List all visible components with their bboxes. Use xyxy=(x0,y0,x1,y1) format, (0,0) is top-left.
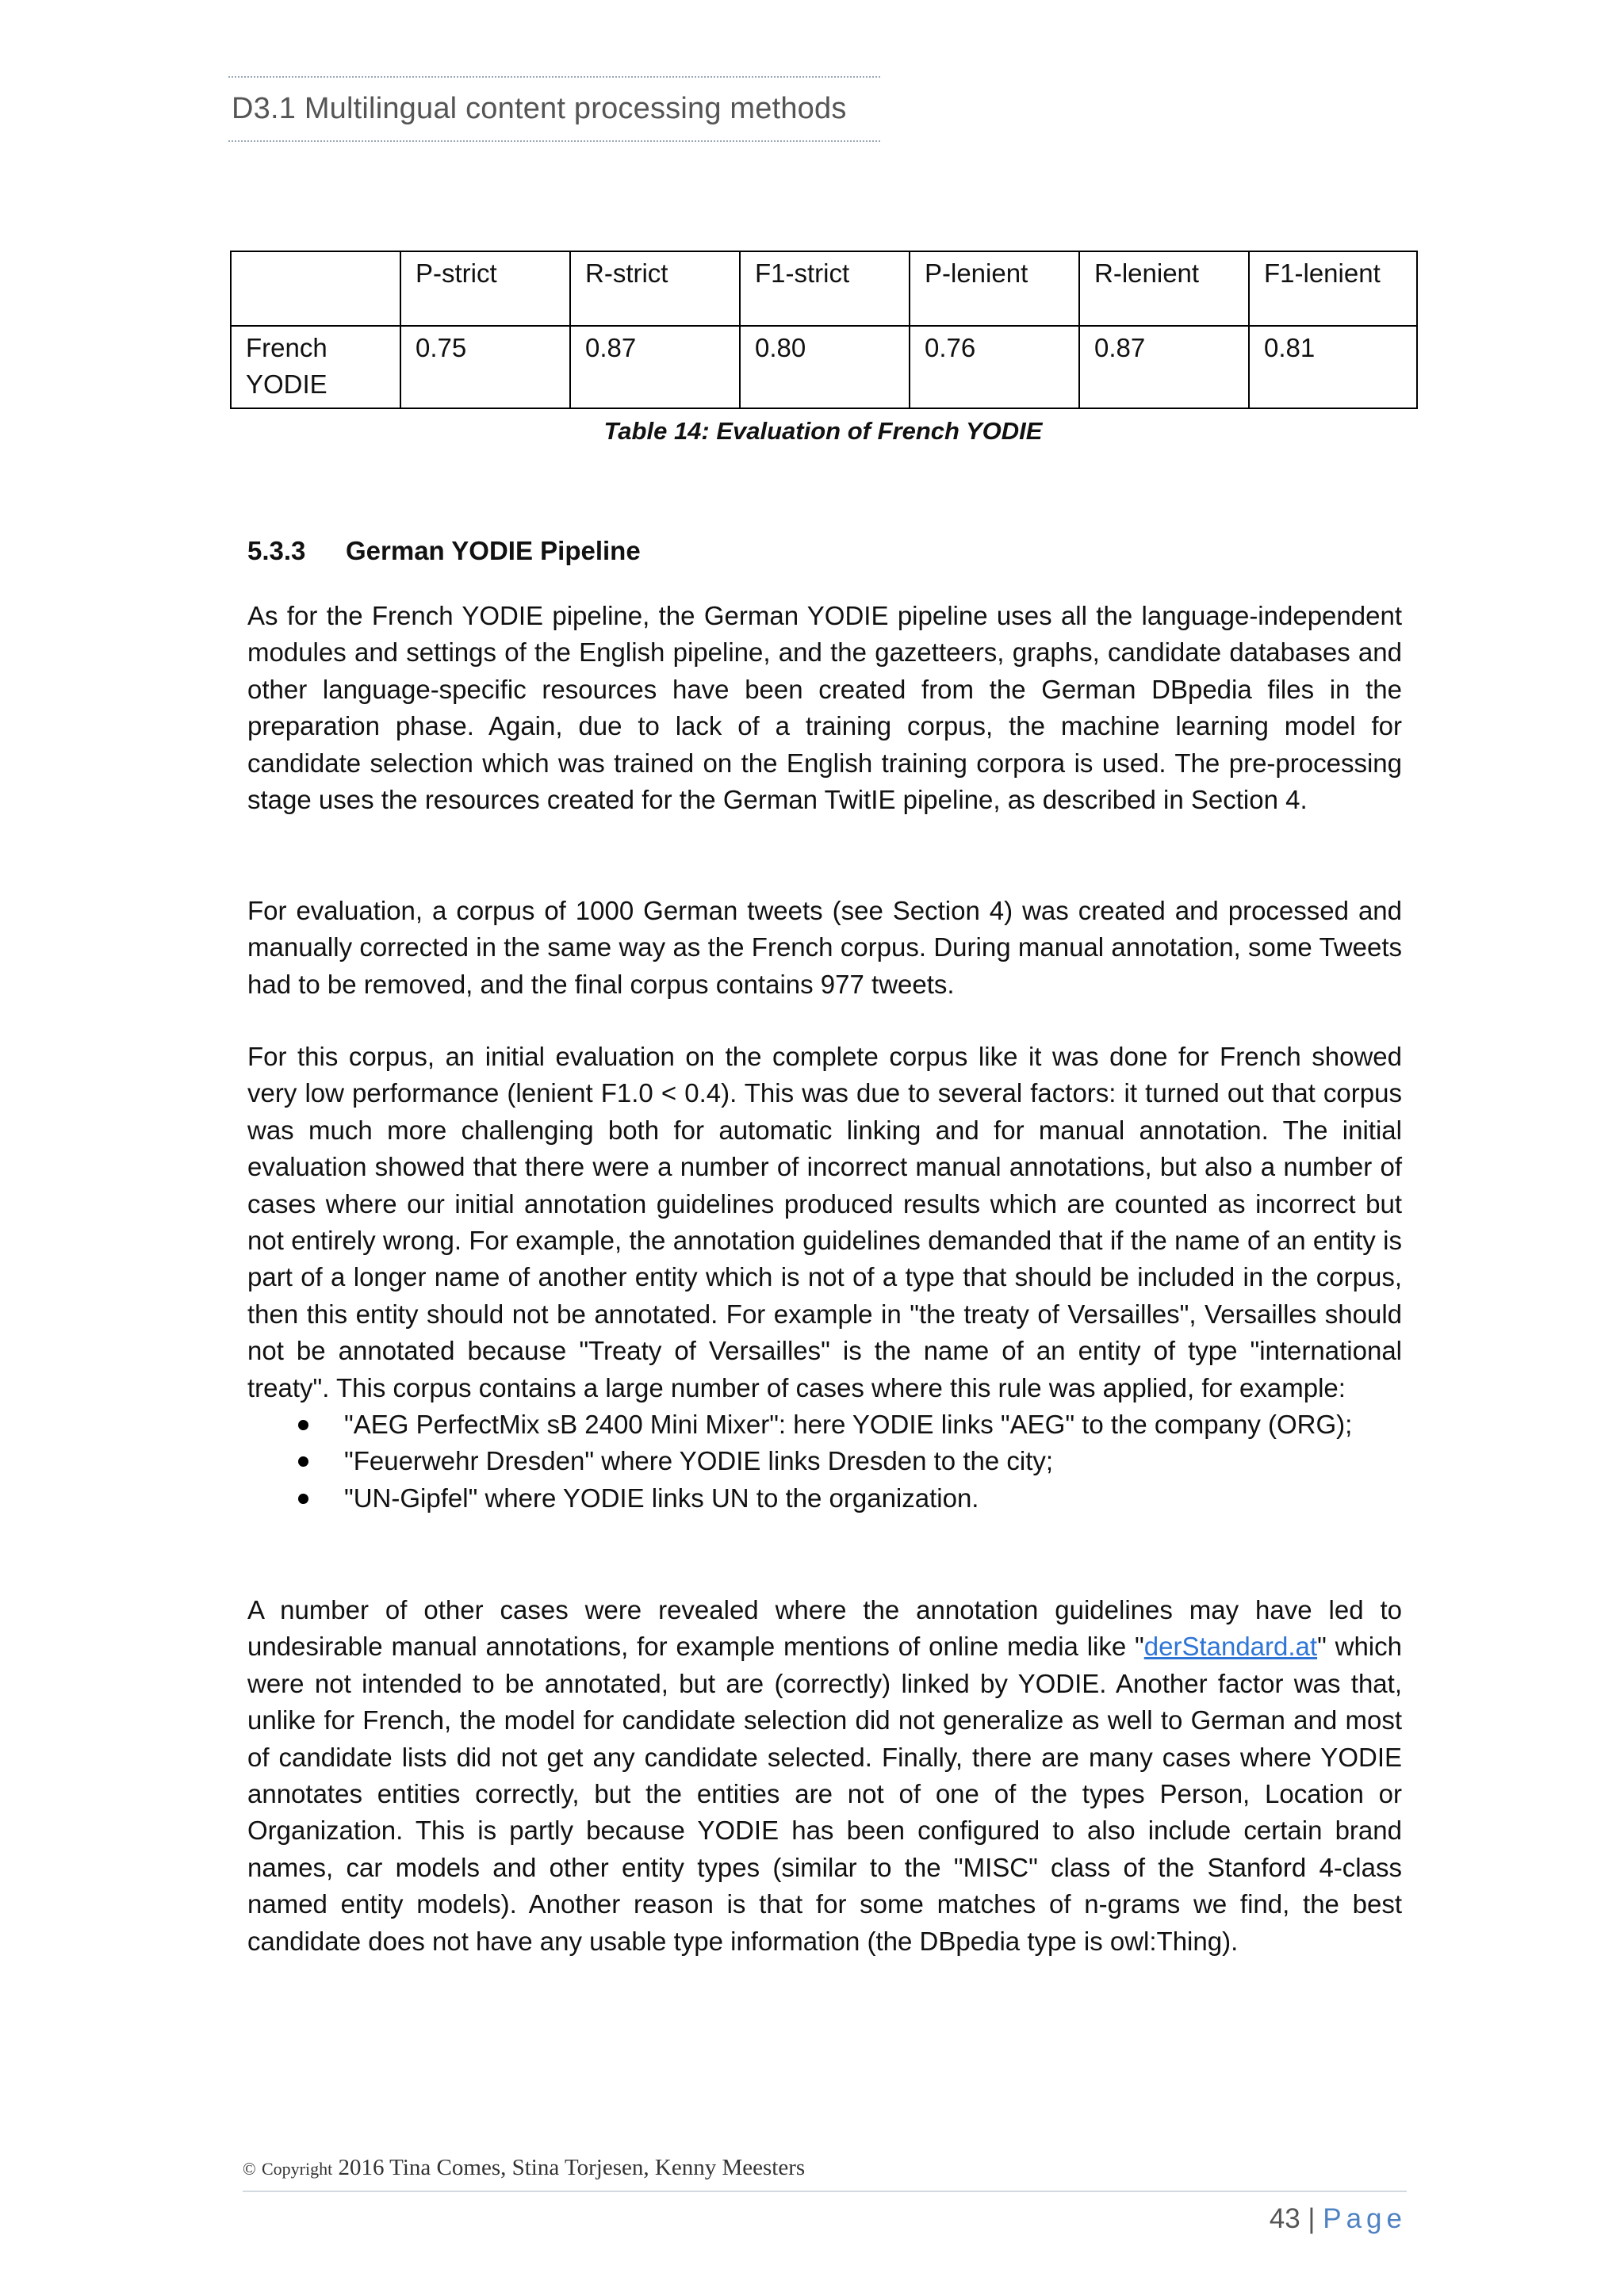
header-title: D3.1 Multilingual content processing methods xyxy=(232,92,847,125)
copyright-word: Copyright xyxy=(261,2159,333,2179)
copyright-line xyxy=(243,2155,1407,2191)
bullet-icon xyxy=(298,1456,308,1467)
table-header-cell: R-strict xyxy=(570,251,740,326)
paragraph-text: For evaluation, a corpus of 1000 German tweets (see Section 4) was created and processed and manually corrected in the same way as the French corpus. During manual annotation, some Tweets had to be removed, and the final corpus contains 977 tweets. xyxy=(247,896,1402,999)
page-number-value: 43 xyxy=(1269,2203,1300,2234)
copyright-holders: 2016 Tina Comes, Stina Torjesen, Kenny Meesters xyxy=(338,2155,806,2180)
paragraph-text xyxy=(247,1592,1402,1960)
copyright-symbol: © xyxy=(243,2159,256,2179)
table-caption: Table 14: Evaluation of French YODIE xyxy=(603,417,1043,445)
list-item xyxy=(247,1443,1402,1479)
table-header-cell: F1-strict xyxy=(740,251,910,326)
table-header-cell: R-lenient xyxy=(1079,251,1249,326)
page-word: Page xyxy=(1323,2203,1407,2234)
bullet-icon xyxy=(298,1494,308,1504)
paragraph xyxy=(247,1039,1402,1517)
page-number xyxy=(243,2192,1407,2235)
table-cell: 0.81 xyxy=(1249,326,1417,408)
table-cell: 0.80 xyxy=(740,326,910,408)
page-number-separator: | xyxy=(1308,2203,1316,2234)
derstandard-link[interactable]: derStandard.at xyxy=(1143,1632,1318,1662)
example-list xyxy=(247,1406,1402,1517)
paragraph-text: As for the French YODIE pipeline, the German YODIE pipeline uses all the language-independent modules and settings of the English pipeline, and the gazetteers, graphs, candidate databases and other language-specific resources have been created from the German DBpedia files in the preparation phase. Again, due to lack of a training corpus, the machine learning model for candidate selection which was trained on the English training corpora is used. The pre-processing stage uses the resources created for the German TwitIE pipeline, as described in Section 4. xyxy=(247,601,1402,815)
table-row xyxy=(231,326,1417,408)
list-item-text: "AEG PerfectMix sB 2400 Mini Mixer": here YODIE links "AEG" to the company (ORG); xyxy=(344,1410,1353,1440)
table-row-label: French YODIE xyxy=(231,326,400,408)
paragraph-text: For this corpus, an initial evaluation on the complete corpus like it was done for French showed very low performance (lenient F1.0 < 0.4). This was due to several factors: it turned out that corpus was much more challenging both for automatic linking and for manual annotation. The initial evaluation showed that there were a number of incorrect manual annotations, but also a number of cases where our initial annotation guidelines produced results which are counted as incorrect but not entirely wrong. For example, the annotation guidelines demanded that if the name of an entity is part of a longer name of another entity which is not of a type that should be included in the corpus, then this entity should not be annotated. For example in "the treaty of Versailles", Versailles should not be annotated because "Treaty of Versailles" is the name of an entity of type "international treaty". This corpus contains a large number of cases where this rule was applied, for example: xyxy=(247,1042,1402,1402)
list-item xyxy=(247,1406,1402,1443)
table-header-cell: P-strict xyxy=(400,251,570,326)
list-item-text: "Feuerwehr Dresden" where YODIE links Dresden to the city; xyxy=(344,1446,1054,1476)
list-item xyxy=(247,1480,1402,1517)
header-bottom-rule xyxy=(228,140,880,142)
table-header-row xyxy=(231,251,1417,326)
running-header xyxy=(228,76,880,142)
bullet-icon xyxy=(298,1420,308,1430)
section-number: 5.3.3 xyxy=(247,536,306,565)
table-cell: 0.87 xyxy=(570,326,740,408)
paragraph-text-end: " which were not intended to be annotated, but are (correctly) linked by YODIE. Another factor was that, unlike for French, the model for candidate selection did not generalize as well to German and most of candidate lists did not get any candidate selected. Finally, there are many cases where YODIE annotates entities correctly, but the entities are not of one of the types Person, Location or Organization. This is partly because YODIE has been configured to also include certain brand names, car models and other entity types (similar to the "MISC" class of the Stanford 4-class named entity models). Another reason is that for some matches of n-grams we find, the best candidate does not have any usable type information (the DBpedia type is owl:Thing). xyxy=(247,1632,1402,1956)
table-header-cell: P-lenient xyxy=(910,251,1079,326)
paragraph xyxy=(247,1592,1402,1960)
table-cell: 0.75 xyxy=(400,326,570,408)
list-item-text: "UN-Gipfel" where YODIE links UN to the organization. xyxy=(344,1483,979,1513)
page-footer xyxy=(243,2155,1407,2235)
table-header-cell: F1-lenient xyxy=(1249,251,1417,326)
section-heading xyxy=(247,536,641,566)
paragraph xyxy=(247,893,1402,1003)
evaluation-table xyxy=(230,251,1418,409)
section-title: German YODIE Pipeline xyxy=(346,536,641,565)
paragraph xyxy=(247,598,1402,818)
table-cell: 0.87 xyxy=(1079,326,1249,408)
paragraph-text-start: A number of other cases were revealed where the annotation guidelines may have led to undesirable manual annotations, for example mentions of online media like " xyxy=(247,1595,1402,1662)
table-header-cell xyxy=(231,251,400,326)
table-cell: 0.76 xyxy=(910,326,1079,408)
